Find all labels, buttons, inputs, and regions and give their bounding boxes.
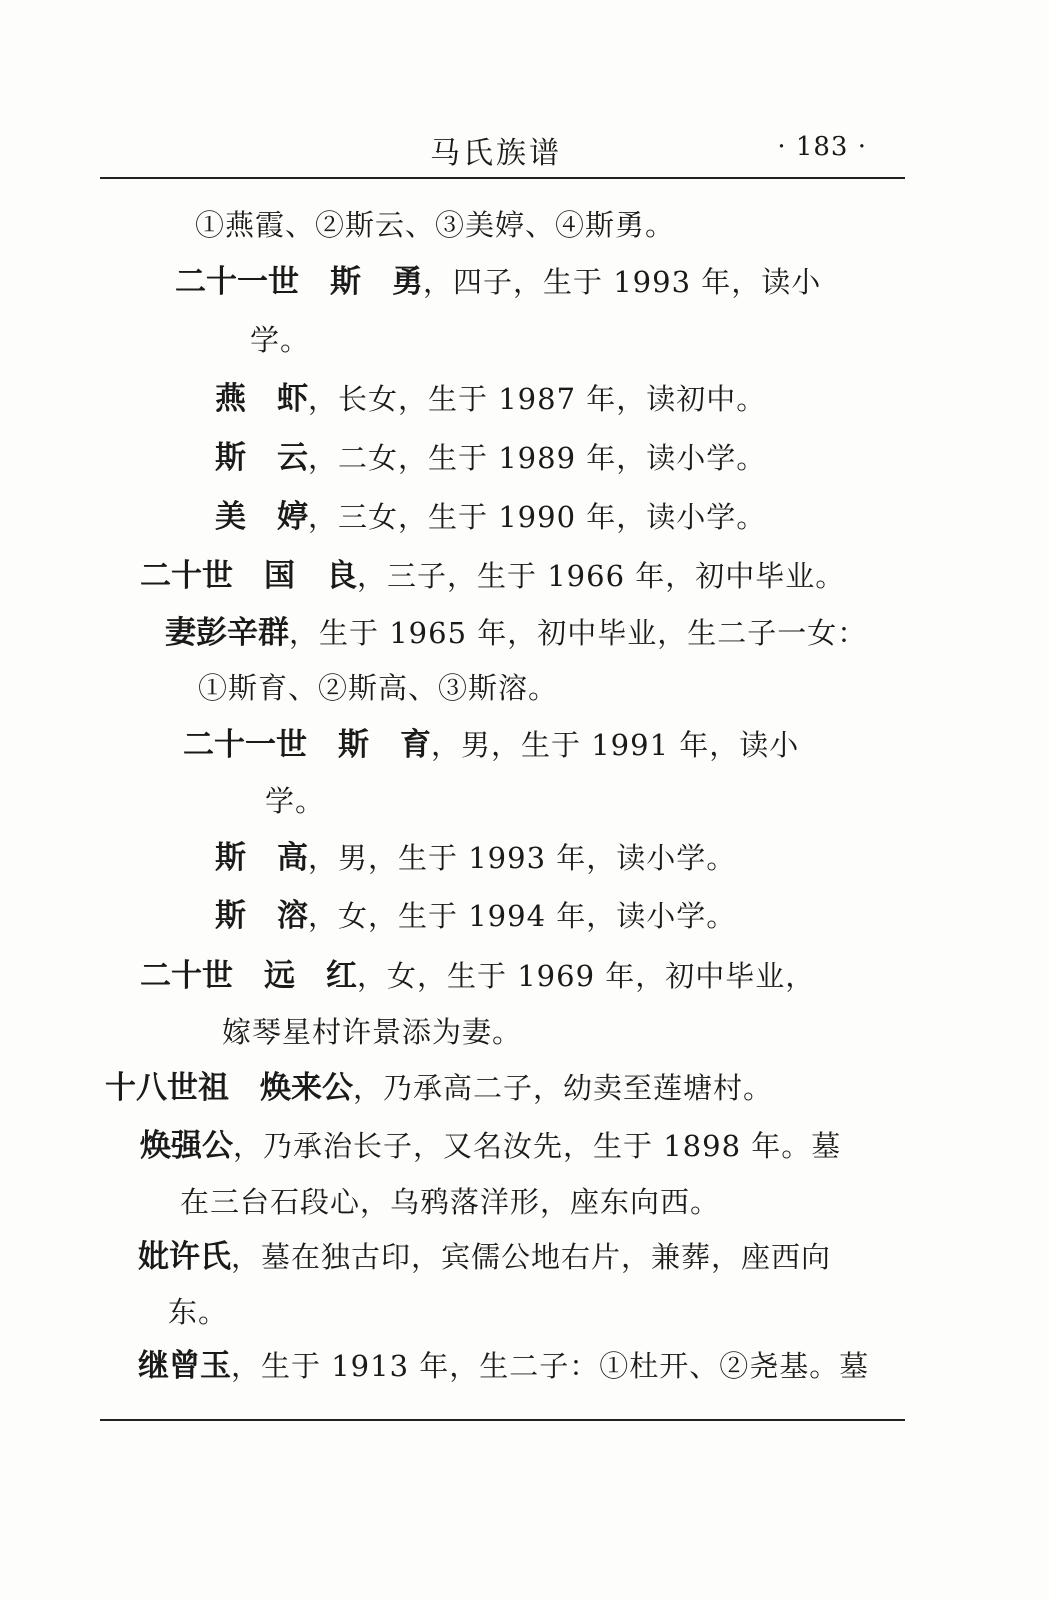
genealogy-entry: 美 婷，三女，生于 1990 年，读小学。 [215, 499, 767, 535]
genealogy-entry: 斯 高，男，生于 1993 年，读小学。 [215, 840, 737, 876]
entry-name: 继曾玉 [138, 1348, 231, 1384]
entry-name: 二十一世 斯 勇 [175, 264, 423, 300]
entry-name: 美 婷 [215, 499, 308, 535]
genealogy-entry: 燕 虾，长女，生于 1987 年，读初中。 [215, 381, 767, 417]
genealogy-entry: 焕强公，乃承治长子，又名汝先，生于 1898 年。墓 [140, 1128, 842, 1164]
genealogy-entry: 继曾玉，生于 1913 年，生二子：①杜开、②尧基。墓 [138, 1348, 870, 1384]
genealogy-entry: 斯 云，二女，生于 1989 年，读小学。 [215, 440, 767, 476]
entry-name: 斯 溶 [215, 898, 308, 934]
text-line: ①燕霞、②斯云、③美婷、④斯勇。 [195, 208, 676, 242]
text-line: 东。 [168, 1295, 229, 1329]
text-line: 学。 [265, 784, 326, 818]
genealogy-entry: 二十一世 斯 育，男，生于 1991 年，读小 [183, 727, 800, 763]
genealogy-entry: 二十世 国 良，三子，生于 1966 年，初中毕业。 [140, 558, 846, 594]
genealogy-entry: 二十一世 斯 勇，四子，生于 1993 年，读小 [175, 264, 822, 300]
entry-name: 妣许氏 [138, 1239, 231, 1275]
page-number: · 183 · [777, 132, 867, 162]
text-line: 学。 [250, 323, 311, 357]
genealogy-entry: 妣许氏，墓在独古印，宾儒公地右片，兼葬，座西向 [138, 1239, 832, 1275]
entry-name: 斯 云 [215, 440, 308, 476]
entry-name: 焕强公 [140, 1128, 233, 1164]
text-line: ①斯育、②斯高、③斯溶。 [198, 671, 559, 705]
genealogy-entry: 二十世 远 红，女，生于 1969 年，初中毕业， [140, 958, 816, 994]
header-rule [100, 177, 905, 179]
entry-name: 燕 虾 [215, 381, 308, 417]
genealogy-entry: 斯 溶，女，生于 1994 年，读小学。 [215, 898, 737, 934]
entry-name: 二十世 国 良 [140, 558, 357, 594]
entry-name: 二十一世 斯 育 [183, 727, 431, 763]
running-title: 马氏族谱 [430, 136, 562, 171]
entry-name: 十八世祖 焕来公 [105, 1070, 353, 1106]
footer-rule [100, 1419, 905, 1421]
genealogy-entry: 妻彭辛群，生于 1965 年，初中毕业，生二子一女： [165, 615, 868, 651]
page-header [100, 118, 905, 176]
entry-name: 斯 高 [215, 840, 308, 876]
text-line: 在三台石段心，乌鸦落洋形，座东向西。 [180, 1185, 721, 1219]
text-line: 嫁琴星村许景添为妻。 [222, 1015, 523, 1049]
entry-name: 妻彭辛群 [165, 615, 289, 651]
genealogy-entry: 十八世祖 焕来公，乃承高二子，幼卖至莲塘村。 [105, 1070, 774, 1106]
entry-name: 二十世 远 红 [140, 958, 357, 994]
